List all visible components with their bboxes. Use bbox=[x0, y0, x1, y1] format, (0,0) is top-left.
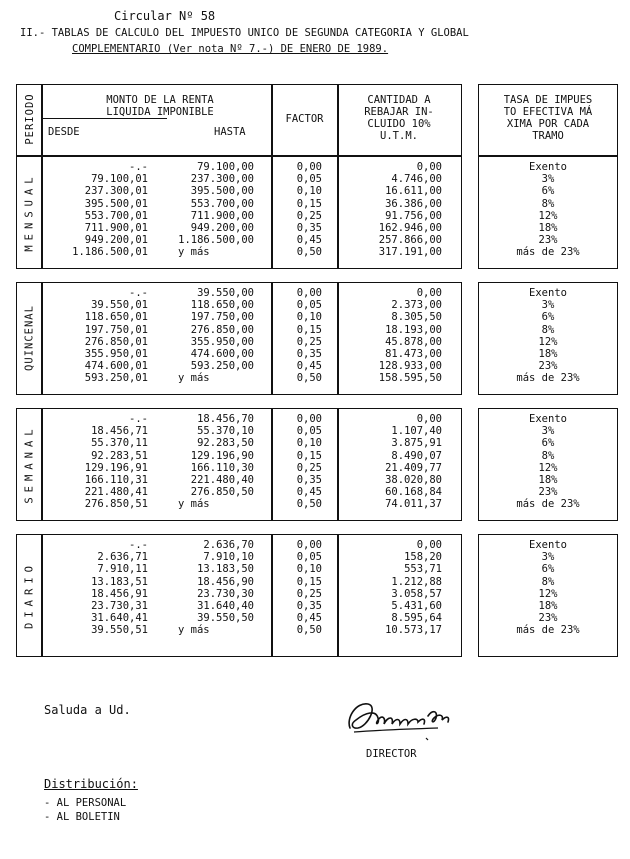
table-cell: 0,45 bbox=[296, 612, 322, 625]
factor-column bbox=[282, 287, 322, 385]
tasa-column bbox=[480, 161, 616, 259]
table-cell: 0,10 bbox=[296, 311, 322, 324]
table-cell: 0,45 bbox=[296, 486, 322, 499]
table-cell: 0,25 bbox=[296, 587, 322, 600]
table-cell: 0,00 bbox=[296, 287, 322, 299]
table-cell: 0,05 bbox=[296, 173, 322, 186]
table-cell: 39.550,00 bbox=[197, 287, 254, 299]
circular-number: Circular Nº 58 bbox=[114, 9, 216, 23]
table-cell: 0,35 bbox=[296, 347, 322, 360]
table-cell: 8.595,64 bbox=[391, 612, 442, 625]
monto-header-line1: MONTO DE LA RENTA bbox=[106, 94, 214, 106]
table-cell: 5.431,60 bbox=[391, 599, 442, 612]
table-cell: 0,15 bbox=[296, 575, 322, 588]
table-cell: 395.500,01 bbox=[84, 197, 148, 210]
table-cell: más de 23% bbox=[516, 498, 580, 511]
table-cell: 593.250,01 bbox=[84, 372, 148, 385]
desde-column bbox=[42, 413, 148, 511]
table-cell: 8% bbox=[541, 449, 555, 462]
table-cell: 2.373,00 bbox=[391, 299, 442, 312]
period-label: SEMANAL bbox=[23, 423, 35, 504]
table-cell: 0,15 bbox=[296, 197, 322, 210]
tasa-column bbox=[480, 413, 616, 511]
table-cell: 0,45 bbox=[296, 234, 322, 247]
table-cell: 1.186.500,01 bbox=[72, 246, 148, 259]
table-cell: 118.650,01 bbox=[84, 311, 148, 324]
table-cell: 0,10 bbox=[296, 437, 322, 450]
table-cell: 18.456,71 bbox=[91, 425, 148, 438]
table-cell: 237.300,01 bbox=[84, 185, 148, 198]
hasta-column bbox=[150, 287, 254, 385]
distribucion-item-boletin: - AL BOLETIN bbox=[44, 811, 120, 823]
table-cell: 0,35 bbox=[296, 221, 322, 234]
tasa-header-line1: TASA DE IMPUES bbox=[503, 94, 593, 106]
table-cell: -.- bbox=[129, 161, 148, 173]
table-cell: 12% bbox=[538, 461, 558, 474]
table-cell: 2.636,71 bbox=[97, 551, 148, 564]
tasa-header-line2: TO EFECTIVA MÁ bbox=[503, 106, 593, 118]
table-cell: 0,15 bbox=[296, 323, 322, 336]
table-cell: 23.730,30 bbox=[197, 587, 254, 600]
table-cell: 317.191,00 bbox=[378, 246, 442, 259]
table-cell: 92.283,51 bbox=[91, 449, 148, 462]
table-cell: 0,25 bbox=[296, 209, 322, 222]
table-cell: 197.750,00 bbox=[190, 311, 254, 324]
table-cell: 23% bbox=[538, 486, 558, 499]
table-cell: 276.850,51 bbox=[84, 498, 148, 511]
factor-column bbox=[282, 413, 322, 511]
table-cell: Exento bbox=[529, 539, 567, 551]
table-cell: 0,00 bbox=[296, 539, 322, 551]
table-cell: 0,25 bbox=[296, 461, 322, 474]
table-cell: 276.850,01 bbox=[84, 335, 148, 348]
table-cell: 12% bbox=[538, 209, 558, 222]
monto-header-line2: LIQUIDA IMPONIBLE bbox=[106, 106, 214, 118]
table-cell: 2.636,70 bbox=[203, 539, 254, 551]
table-cell: 60.168,84 bbox=[385, 486, 442, 499]
table-cell: 6% bbox=[541, 437, 555, 450]
table-cell: más de 23% bbox=[516, 246, 580, 259]
table-cell: 0,10 bbox=[296, 185, 322, 198]
table-cell: 257.866,00 bbox=[378, 234, 442, 247]
table-cell: 74.011,37 bbox=[385, 498, 442, 511]
table-cell: 3.058,57 bbox=[391, 587, 442, 600]
table-cell: 8.490,07 bbox=[391, 449, 442, 462]
table-cell: 474.600,01 bbox=[84, 360, 148, 373]
cantidad-column bbox=[340, 539, 442, 637]
hasta-header: HASTA bbox=[214, 126, 246, 138]
table-cell: 129.196,91 bbox=[84, 461, 148, 474]
cantidad-header-line4: U.T.M. bbox=[380, 130, 418, 142]
tasa-column bbox=[480, 539, 616, 637]
table-cell: 18% bbox=[538, 473, 558, 486]
table-cell: 39.550,01 bbox=[91, 299, 148, 312]
table-cell: 0,00 bbox=[416, 287, 442, 299]
table-cell: 355.950,01 bbox=[84, 347, 148, 360]
table-cell: 0,05 bbox=[296, 299, 322, 312]
cantidad-header-line3: CLUIDO 10% bbox=[367, 118, 431, 130]
table-cell: 13.183,50 bbox=[197, 563, 254, 576]
table-cell: 91.756,00 bbox=[385, 209, 442, 222]
table-cell: 4.746,00 bbox=[391, 173, 442, 186]
table-cell: Exento bbox=[529, 287, 567, 299]
table-cell: 8% bbox=[541, 197, 555, 210]
table-cell: 0,50 bbox=[296, 246, 322, 259]
table-cell: 0,15 bbox=[296, 449, 322, 462]
table-cell: 0,00 bbox=[416, 413, 442, 425]
table-cell: 0,00 bbox=[416, 539, 442, 551]
table-cell: 36.386,00 bbox=[385, 197, 442, 210]
table-cell: 276.850,00 bbox=[190, 323, 254, 336]
table-cell: 31.640,41 bbox=[91, 612, 148, 625]
table-cell: y más bbox=[178, 372, 210, 385]
table-cell: 18.193,00 bbox=[385, 323, 442, 336]
cantidad-column bbox=[340, 413, 442, 511]
factor-column bbox=[282, 161, 322, 259]
period-label: MENSUAL bbox=[23, 171, 35, 252]
table-cell: 221.480,41 bbox=[84, 486, 148, 499]
desde-column bbox=[42, 161, 148, 259]
table-cell: 79.100,01 bbox=[91, 173, 148, 186]
table-cell: 6% bbox=[541, 311, 555, 324]
table-cell: más de 23% bbox=[516, 372, 580, 385]
factor-header: FACTOR bbox=[285, 113, 324, 125]
table-cell: 158.595,50 bbox=[378, 372, 442, 385]
table-cell: 395.500,00 bbox=[190, 185, 254, 198]
table-cell: 237.300,00 bbox=[190, 173, 254, 186]
period-label: DIARIO bbox=[23, 560, 35, 629]
table-cell: 3% bbox=[541, 299, 555, 312]
table-cell: 3% bbox=[541, 173, 555, 186]
table-cell: 711.900,01 bbox=[84, 221, 148, 234]
table-cell: 18% bbox=[538, 347, 558, 360]
table-cell: 166.110,31 bbox=[84, 473, 148, 486]
periodo-header: PERIODO bbox=[24, 93, 36, 145]
table-cell: 0,00 bbox=[416, 161, 442, 173]
table-cell: 949.200,01 bbox=[84, 234, 148, 247]
distribucion-heading: Distribución: bbox=[44, 777, 138, 791]
table-cell: 18% bbox=[538, 221, 558, 234]
table-cell: 18.456,91 bbox=[91, 587, 148, 600]
table-cell: 553.700,01 bbox=[84, 209, 148, 222]
table-cell: 158,20 bbox=[404, 551, 442, 564]
table-cell: 8.305,50 bbox=[391, 311, 442, 324]
table-cell: 18.456,90 bbox=[197, 575, 254, 588]
table-cell: y más bbox=[178, 498, 210, 511]
director-label: DIRECTOR bbox=[366, 748, 417, 760]
tasa-header-line4: TRAMO bbox=[532, 130, 564, 142]
table-cell: 79.100,00 bbox=[197, 161, 254, 173]
table-cell: 92.283,50 bbox=[197, 437, 254, 450]
table-cell: 0,25 bbox=[296, 335, 322, 348]
table-cell: 18% bbox=[538, 599, 558, 612]
table-cell: 593.250,00 bbox=[190, 360, 254, 373]
table-cell: 13.183,51 bbox=[91, 575, 148, 588]
document-title-line1: II.- TABLAS DE CALCULO DEL IMPUESTO UNICO DE SEGUNDA CATEGORIA Y GLOBAL bbox=[20, 27, 469, 39]
table-cell: 0,50 bbox=[296, 372, 322, 385]
table-cell: 18.456,70 bbox=[197, 413, 254, 425]
desde-header: DESDE bbox=[48, 126, 80, 138]
table-cell: 16.611,00 bbox=[385, 185, 442, 198]
table-cell: 162.946,00 bbox=[378, 221, 442, 234]
table-cell: 0,00 bbox=[296, 413, 322, 425]
table-cell: 3% bbox=[541, 551, 555, 564]
table-cell: y más bbox=[178, 246, 210, 259]
tasa-header-line3: XIMA POR CADA bbox=[506, 118, 590, 130]
table-cell: 23% bbox=[538, 360, 558, 373]
table-cell: 221.480,40 bbox=[190, 473, 254, 486]
table-cell: 12% bbox=[538, 587, 558, 600]
director-signature bbox=[338, 688, 466, 744]
table-cell: 128.933,00 bbox=[378, 360, 442, 373]
table-cell: 0,45 bbox=[296, 360, 322, 373]
table-cell: 0,35 bbox=[296, 599, 322, 612]
table-cell: 0,05 bbox=[296, 425, 322, 438]
table-cell: 1.107,40 bbox=[391, 425, 442, 438]
distribucion-item-personal: - AL PERSONAL bbox=[44, 797, 127, 809]
table-cell: 0,50 bbox=[296, 624, 322, 637]
table-cell: 6% bbox=[541, 563, 555, 576]
table-cell: 0,10 bbox=[296, 563, 322, 576]
table-cell: 0,05 bbox=[296, 551, 322, 564]
table-cell: -.- bbox=[129, 539, 148, 551]
hasta-column bbox=[150, 539, 254, 637]
hasta-column bbox=[150, 161, 254, 259]
desde-column bbox=[42, 287, 148, 385]
table-cell: 55.370,10 bbox=[197, 425, 254, 438]
table-cell: 1.186.500,00 bbox=[178, 234, 254, 247]
table-cell: 8% bbox=[541, 575, 555, 588]
table-cell: 553,71 bbox=[404, 563, 442, 576]
table-cell: 949.200,00 bbox=[190, 221, 254, 234]
table-cell: 45.878,00 bbox=[385, 335, 442, 348]
table-cell: 7.910,10 bbox=[203, 551, 254, 564]
table-cell: 1.212,88 bbox=[391, 575, 442, 588]
cantidad-column bbox=[340, 287, 442, 385]
document-title-line2: COMPLEMENTARIO (Ver nota Nº 7.-) DE ENERO DE 1989. bbox=[72, 43, 389, 55]
period-label: QUINCENAL bbox=[23, 304, 35, 371]
table-cell: Exento bbox=[529, 413, 567, 425]
desde-column bbox=[42, 539, 148, 637]
cantidad-column bbox=[340, 161, 442, 259]
table-cell: 23.730,31 bbox=[91, 599, 148, 612]
table-cell: 276.850,50 bbox=[190, 486, 254, 499]
table-cell: 55.370,11 bbox=[91, 437, 148, 450]
table-cell: 118.650,00 bbox=[190, 299, 254, 312]
table-cell: 39.550,51 bbox=[91, 624, 148, 637]
hasta-column bbox=[150, 413, 254, 511]
table-cell: 12% bbox=[538, 335, 558, 348]
tasa-column bbox=[480, 287, 616, 385]
table-cell: 0,35 bbox=[296, 473, 322, 486]
table-cell: -.- bbox=[129, 287, 148, 299]
saluda-text: Saluda a Ud. bbox=[44, 703, 131, 717]
table-cell: 0,50 bbox=[296, 498, 322, 511]
table-cell: 711.900,00 bbox=[190, 209, 254, 222]
table-cell: 0,00 bbox=[296, 161, 322, 173]
table-cell: 31.640,40 bbox=[197, 599, 254, 612]
table-cell: 166.110,30 bbox=[190, 461, 254, 474]
table-cell: 81.473,00 bbox=[385, 347, 442, 360]
table-cell: 39.550,50 bbox=[197, 612, 254, 625]
table-cell: 129.196,90 bbox=[190, 449, 254, 462]
table-cell: 3.875,91 bbox=[391, 437, 442, 450]
table-cell: y más bbox=[178, 624, 210, 637]
table-cell: -.- bbox=[129, 413, 148, 425]
cantidad-header-line2: REBAJAR IN- bbox=[364, 106, 434, 118]
table-cell: más de 23% bbox=[516, 624, 580, 637]
table-cell: 197.750,01 bbox=[84, 323, 148, 336]
table-cell: 23% bbox=[538, 612, 558, 625]
table-cell: 6% bbox=[541, 185, 555, 198]
factor-column bbox=[282, 539, 322, 637]
table-cell: 7.910,11 bbox=[97, 563, 148, 576]
table-cell: 23% bbox=[538, 234, 558, 247]
table-cell: Exento bbox=[529, 161, 567, 173]
table-cell: 10.573,17 bbox=[385, 624, 442, 637]
cantidad-header-line1: CANTIDAD A bbox=[367, 94, 431, 106]
table-cell: 474.600,00 bbox=[190, 347, 254, 360]
table-cell: 3% bbox=[541, 425, 555, 438]
table-cell: 553.700,00 bbox=[190, 197, 254, 210]
table-cell: 355.950,00 bbox=[190, 335, 254, 348]
table-cell: 21.409,77 bbox=[385, 461, 442, 474]
table-cell: 38.020,80 bbox=[385, 473, 442, 486]
table-cell: 8% bbox=[541, 323, 555, 336]
